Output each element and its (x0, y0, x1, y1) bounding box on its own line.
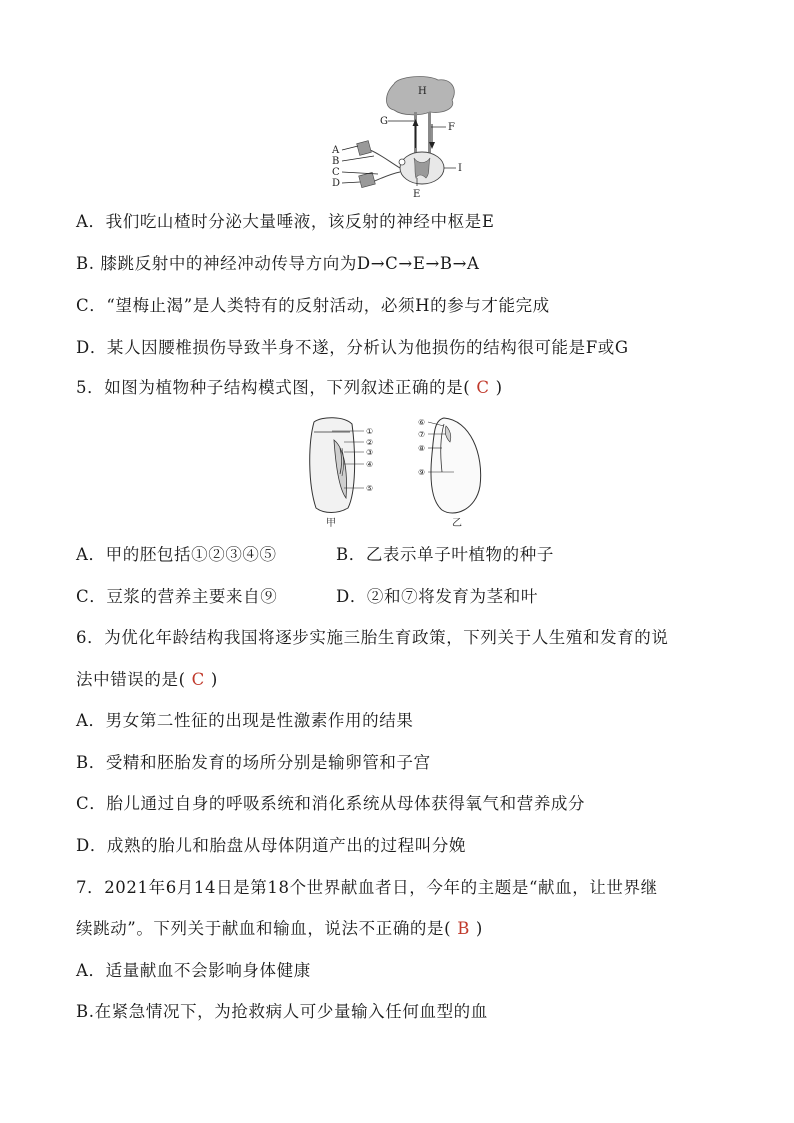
q7-answer: B (457, 919, 470, 938)
label-a: A (332, 145, 340, 156)
q6-answer: C (191, 670, 205, 689)
label-c: C (332, 167, 340, 178)
q7-stem-text: 续跳动”。下列关于献血和输血，说法不正确的是( (76, 919, 452, 938)
q5-option-b: B．乙表示单子叶植物的种子 (336, 545, 554, 564)
q6-stem-text: 法中错误的是( (76, 670, 186, 689)
jia-num-1: ① (366, 427, 374, 436)
q5-close: ) (495, 378, 503, 397)
q7-option-a: A．适量献血不会影响身体健康 (76, 961, 311, 980)
seed-structure-figure (304, 414, 490, 530)
q5-stem-text: 5．如图为植物种子结构模式图，下列叙述正确的是( (76, 378, 471, 397)
q7-stem-line1: 7．2021年6月14日是第18个世界献血者日，今年的主题是“献血，让世界继 (76, 878, 658, 897)
reflex-arc-figure (326, 74, 476, 202)
q5-option-d: D．②和⑦将发育为茎和叶 (336, 587, 538, 606)
yi-num-6: ⑥ (418, 418, 426, 427)
yi-caption: 乙 (452, 518, 462, 529)
q4-option-c: C．“望梅止渴”是人类特有的反射活动，必须H的参与才能完成 (76, 296, 550, 315)
q6-close: ) (210, 670, 218, 689)
q6-option-d: D．成熟的胎儿和胎盘从母体阴道产出的过程叫分娩 (76, 836, 467, 855)
label-h: H (418, 86, 427, 97)
yi-num-8: ⑧ (418, 444, 426, 453)
q5-stem (76, 378, 503, 398)
yi-num-7: ⑦ (418, 430, 426, 439)
q4-option-b: B. 膝跳反射中的神经冲动传导方向为D→C→E→B→A (76, 254, 480, 273)
q5-option-c: C．豆浆的营养主要来自⑨ (76, 587, 278, 606)
q6-option-a: A．男女第二性征的出现是性激素作用的结果 (76, 711, 414, 730)
q5-answer: C (476, 378, 490, 397)
q4-option-a: A．我们吃山楂时分泌大量唾液，该反射的神经中枢是E (76, 212, 495, 231)
jia-num-5: ⑤ (366, 484, 374, 493)
q7-stem-line2 (76, 919, 483, 939)
q6-stem-line1: 6．为优化年龄结构我国将逐步实施三胎生育政策，下列关于人生殖和发育的说 (76, 628, 669, 647)
jia-caption: 甲 (326, 518, 336, 529)
jia-num-3: ③ (366, 448, 374, 457)
q6-option-c: C．胎儿通过自身的呼吸系统和消化系统从母体获得氧气和营养成分 (76, 794, 586, 813)
q7-close: ) (475, 919, 483, 938)
q5-option-a: A．甲的胚包括①②③④⑤ (76, 545, 277, 564)
label-d: D (332, 178, 341, 189)
q6-option-b: B．受精和胚胎发育的场所分别是输卵管和子宫 (76, 753, 431, 772)
yi-num-9: ⑨ (418, 468, 426, 477)
jia-num-4: ④ (366, 460, 374, 469)
q6-stem-line2 (76, 670, 218, 690)
label-e: E (413, 189, 421, 200)
label-f: F (448, 122, 455, 133)
label-g: G (380, 116, 388, 127)
q4-option-d: D．某人因腰椎损伤导致半身不遂，分析认为他损伤的结构很可能是F或G (76, 338, 629, 357)
label-i: I (458, 163, 462, 174)
label-b: B (332, 156, 340, 167)
jia-num-2: ② (366, 438, 374, 447)
q7-option-b: B.在紧急情况下，为抢救病人可少量输入任何血型的血 (76, 1002, 488, 1021)
